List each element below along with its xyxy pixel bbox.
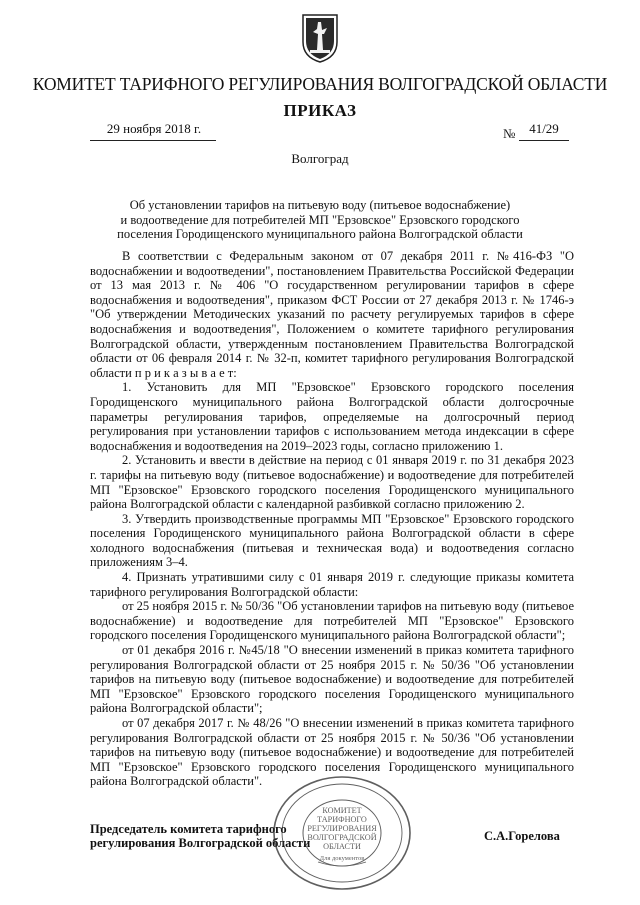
document-type: ПРИКАЗ: [283, 101, 357, 120]
organization-name: КОМИТЕТ ТАРИФНОГО РЕГУЛИРОВАНИЯ ВОЛГОГРАДСКОЙ ОБЛАСТИ: [32, 74, 608, 94]
subject-line: и водоотведение для потребителей МП "Ерзовское" Ерзовского городского: [120, 212, 520, 227]
order-body: [90, 249, 574, 789]
subject-line: поселения Городищенского муниципального района Волгоградской области: [117, 227, 523, 241]
repealed-order-3: от 07 декабря 2017 г. № 48/26 "О внесении изменений в приказ комитета тарифного регулирования Волгоградской области от 25 ноября 2015 г. № 50/36 "Об установлении тарифов на питьевую воду (питьевое водоснабжение) и водоотведение для потребителей МП "Ерзовское" Ерзовского городского поселения Городищенского муниципального района Волгоградской области".: [90, 716, 574, 789]
preamble-paragraph: В соответствии с Федеральным законом от 07 декабря 2011 г. №416-ФЗ "О водоснабжении и водоотведении", постановлением Правительства Российской Федерации от 13 мая 2013 г. № 406 "О государственном регулировании тарифов в сфере водоснабжения и водоотведения", приказом ФСТ России от 27 декабря 2013 г. № 1746-э "Об утверждении Методических указаний по расчету регулируемых тарифов в сфере водоснабжения и водоотведения", Положением о комитете тарифного регулирования Волгоградской области, утвержденным постановлением Правительства Волгоградской области от 06 февраля 2014 г. № 32-п, комитет тарифного регулирования Волгоградской области п р и к а з ы в а е т:: [90, 249, 574, 380]
official-seal-icon: [272, 774, 412, 892]
svg-text:ВОЛГОГРАДСКОЙ: ВОЛГОГРАДСКОЙ: [307, 833, 377, 842]
clause-2: 2. Установить и ввести в действие на период с 01 января 2019 г. по 31 декабря 2023 г. тарифы на питьевую воду (питьевое водоснабжение) и водоотведение для потребителей МП "Ерзовское" Ерзовского городского поселения Городищенского муниципального района Волгоградской области с календарной разбивкой согласно приложению 2.: [90, 453, 574, 512]
svg-text:ОБЛАСТИ: ОБЛАСТИ: [323, 842, 361, 851]
number-sign: №: [503, 126, 516, 141]
svg-text:КОМИТЕТ: КОМИТЕТ: [322, 806, 362, 815]
order-number: 41/29: [529, 121, 559, 136]
order-subject: [100, 198, 540, 242]
coat-of-arms-icon: [300, 12, 340, 64]
repealed-order-2: от 01 декабря 2016 г. №45/18 "О внесении изменений в приказ комитета тарифного регулирования Волгоградской области от 25 ноября 2015 г. № 50/36 "Об установлении тарифов на питьевую воду (питьевое водоснабжение) и водоотведение для потребителей МП "Ерзовское" Ерзовского городского поселения Городищенского муниципального района Волгоградской области";: [90, 643, 574, 716]
subject-line: Об установлении тарифов на питьевую воду (питьевое водоснабжение): [129, 198, 511, 212]
date-underline: [90, 140, 216, 141]
repealed-order-1: от 25 ноября 2015 г. № 50/36 "Об установлении тарифов на питьевую воду (питьевое водоснабжение) и водоотведение для потребителей МП "Ерзовское" Ерзовского городского поселения Городищенского муниципального района Волгоградской области";: [90, 599, 574, 643]
svg-text:Для документов: Для документов: [319, 855, 365, 862]
svg-text:ТАРИФНОГО: ТАРИФНОГО: [317, 815, 367, 824]
city: Волгоград: [291, 151, 349, 166]
number-underline: [519, 140, 569, 141]
clause-3: 3. Утвердить производственные программы МП "Ерзовское" Ерзовского городского поселения Городищенского муниципального района Волгоградской области в сфере холодного водоснабжения (питьевая и техническая вода) и водоотведения согласно приложениям 3–4.: [90, 511, 574, 570]
signatory-title: Председатель комитета тарифного регулирования Волгоградской области: [90, 822, 311, 850]
clause-1: 1. Установить для МП "Ерзовское" Ерзовского городского поселения Городищенского муниципального района Волгоградской области долгосрочные параметры регулирования тарифов, определяемые на долгосрочный период регулирования при установлении тарифов с использованием метода индексации в сфере водоснабжения и водоотведения на 2019–2023 годы, согласно приложению 1.: [90, 380, 574, 453]
clause-4: 4. Признать утратившими силу с 01 января 2019 г. следующие приказы комитета тарифного регулирования Волгоградской области:: [90, 570, 574, 599]
svg-text:РЕГУЛИРОВАНИЯ: РЕГУЛИРОВАНИЯ: [307, 824, 377, 833]
order-date: 29 ноября 2018 г.: [106, 121, 202, 136]
signatory-name: С.А.Горелова: [484, 829, 560, 843]
